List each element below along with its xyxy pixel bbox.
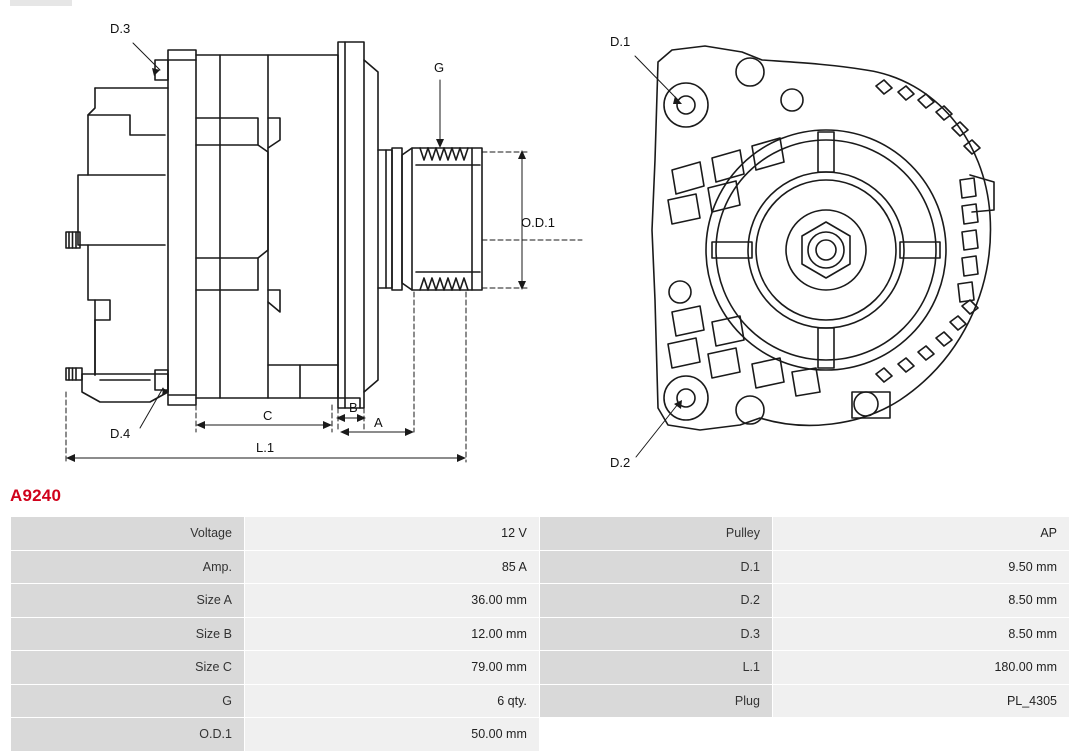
label-a: A <box>374 415 383 430</box>
specifications-table <box>10 516 1070 752</box>
spec-label-voltage: Voltage <box>11 517 245 551</box>
spec-value-g: 6 qty. <box>244 684 539 718</box>
table-row <box>11 617 1070 651</box>
spec-empty-cell-value <box>772 718 1069 752</box>
spec-value-pulley: AP <box>772 517 1069 551</box>
spec-label-plug: Plug <box>539 684 772 718</box>
spec-value-size-a: 36.00 mm <box>244 584 539 618</box>
table-row <box>11 684 1070 718</box>
part-number: A9240 <box>10 486 62 505</box>
spec-label-od1: O.D.1 <box>11 718 245 752</box>
spec-value-amp: 85 A <box>244 550 539 584</box>
spec-value-size-c: 79.00 mm <box>244 651 539 685</box>
spec-label-size-b: Size B <box>11 617 245 651</box>
label-d1: D.1 <box>610 34 631 49</box>
table-row <box>11 584 1070 618</box>
spec-label-size-c: Size C <box>11 651 245 685</box>
spec-label-amp: Amp. <box>11 550 245 584</box>
spec-label-g: G <box>11 684 245 718</box>
label-c: C <box>263 408 273 423</box>
label-d2: D.2 <box>610 455 631 470</box>
label-b: B <box>349 400 358 415</box>
table-row <box>11 550 1070 584</box>
spec-value-d3: 8.50 mm <box>772 617 1069 651</box>
spec-label-l1: L.1 <box>539 651 772 685</box>
spec-empty-cell-label <box>539 718 772 752</box>
spec-label-pulley: Pulley <box>539 517 772 551</box>
spec-value-d1: 9.50 mm <box>772 550 1069 584</box>
spec-label-size-a: Size A <box>11 584 245 618</box>
spec-value-l1: 180.00 mm <box>772 651 1069 685</box>
label-d3: D.3 <box>110 21 131 36</box>
spec-value-plug: PL_4305 <box>772 684 1069 718</box>
spec-value-d2: 8.50 mm <box>772 584 1069 618</box>
spec-label-d3: D.3 <box>539 617 772 651</box>
label-d4: D.4 <box>110 426 131 441</box>
label-od1: O.D.1 <box>521 215 555 230</box>
table-row <box>11 718 1070 752</box>
label-g: G <box>434 60 445 75</box>
spec-value-od1: 50.00 mm <box>244 718 539 752</box>
spec-label-d2: D.2 <box>539 584 772 618</box>
spec-value-voltage: 12 V <box>244 517 539 551</box>
spec-label-d1: D.1 <box>539 550 772 584</box>
side-view-labels <box>110 21 555 455</box>
front-view-labels <box>610 34 630 470</box>
spec-value-size-b: 12.00 mm <box>244 617 539 651</box>
label-l1: L.1 <box>256 440 275 455</box>
table-row <box>11 651 1070 685</box>
table-row <box>11 517 1070 551</box>
